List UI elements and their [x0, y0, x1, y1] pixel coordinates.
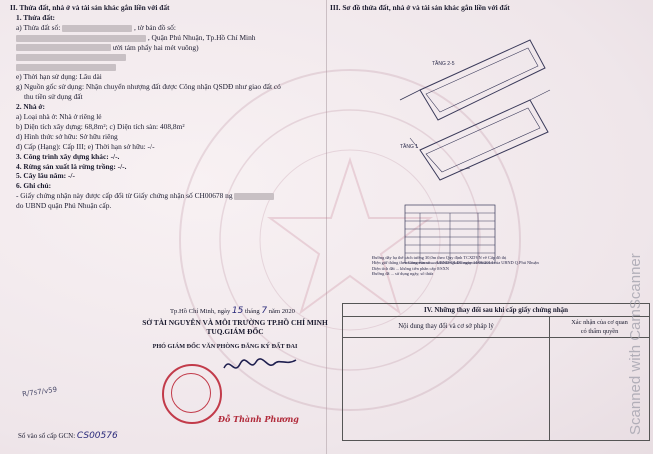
signature-icon [220, 350, 300, 380]
floor-label-upper: TẦNG 2-5 [432, 61, 455, 67]
plot-area-line: ười tám phẩy hai mét vuông) [10, 43, 322, 53]
certificate-page: II. Thửa đất, nhà ở và tài sản khác gắn liền với đất 1. Thửa đất: a) Thửa đất số: , tờ bản đồ số: , Quận Phú Nhuận, Tp.Hồ Chí Minh ười tám phẩy hai mét vuông) e) Thời hạn sử dụng: Lâu dài g) Nguồn gốc sử dụng: Nhận chuyển nhượng đất được Công nhận QSDĐ như giao đất có thu tiền sử dụng đất 2. Nhà ở: a) Loại nhà ở: Nhà ở riêng lẻ b) Diện tích xây dựng: 68,8m²; c) Diện tích sàn: 408,8m² d) Hình thức sở hữu: Sở hữu riêng đ) Cấp (Hạng): Cấp III; e) Thời hạn sở hữu: -/- 3. Công trình xây dựng khác: -/-. 4. Rừng sản xuất là rừng trồng: -/-. 5. Cây lâu năm: -/- 6. Ghi chú: - Giấy chứng nhận này được cấp đổi từ Giấy chứng nhận số CH00678 ng do UBND quận Phú Nhuận cấp. Tp.Hồ Chí Minh, ngày 15 tháng 7 năm 2020 SỞ TÀI NGUYÊN VÀ MÔI TRƯỜNG TP.HỒ CHÍ MINH TUQ.GIÁM ĐỐC PHÓ GIÁM ĐỐC VĂN PHÒNG ĐĂNG KÝ ĐẤT ĐAI Đỗ Thành Phương R/7s7/v59 Số vào sổ cấp GCN: CS00576 III. Sơ đồ thửa đất, nhà ở và tài sản khác gắn liền với đất TẦNG 2-5 TẦNG 1 Đường dây hạ thế cách tường 30,0m theo Quy định TCXDVN về Cấp đô thị Hiện giữ thẳng theo Công văn số ... /UBND-QLĐT ngày 14/06/2014 của UBND Q.Phú Nhuận Diện tích đất ... không tiên phân cấp 0/SXN Đường đã ... sử dụng ngày, số thửa IV. Những thay đổi sau khi cấp giấy chứng nhận Nội dung thay đổi và cơ sở pháp lý Xác nhận của cơ quan có thẩm quyền Scanned with CamScanner [0, 0, 653, 454]
house-title: 2. Nhà ở: [16, 102, 45, 112]
house-area-line: b) Diện tích xây dựng: 68,8m²; c) Diện tích sàn: 408,8m² [16, 121, 185, 131]
house-grade-line: đ) Cấp (Hạng): Cấp III; e) Thời hạn sở hữu: -/- [16, 141, 155, 151]
redacted-value [16, 54, 126, 61]
changes-header [343, 317, 649, 338]
note-line-2: do UBND quận Phú Nhuận cấp. [16, 201, 112, 211]
legend-line: Hiện giữ thẳng theo Công văn số ... /UBND-QLĐT ngày 14/06/2014 của UBND Q.Phú Nhuận [372, 260, 539, 266]
perennial-trees: 5. Cây lâu năm: -/- [16, 171, 75, 181]
handwritten-note: R/7s7/v59 [21, 385, 58, 399]
camscanner-watermark [616, 230, 652, 440]
ownership-form: d) Hình thức sở hữu: Sở hữu riêng [16, 131, 118, 141]
section3-title: III. Sơ đồ thửa đất, nhà ở và tài sản khác gắn liền với đất [330, 3, 510, 12]
legend-line: Diện tích đất ... không tiên phân cấp 0/SXN [372, 265, 449, 271]
usage-term: e) Thời hạn sử dụng: Lâu dài [16, 72, 102, 82]
changes-col-confirm: Xác nhận của cơ quan có thẩm quyền [571, 319, 628, 335]
legend-line: Đường đã ... sử dụng ngày, số thửa [372, 271, 434, 277]
redacted-line [10, 53, 322, 63]
changes-table [342, 303, 650, 441]
plot-title: 1. Thửa đất: [16, 12, 56, 22]
changes-title: IV. Những thay đổi sau khi cấp giấy chứng nhận [343, 304, 649, 317]
redacted-value [16, 35, 146, 42]
deputy-title: PHÓ GIÁM ĐỐC VĂN PHÒNG ĐĂNG KÝ ĐẤT ĐAI [152, 343, 298, 350]
usage-origin: g) Nguồn gốc sử dụng: Nhận chuyển nhượng đất được Công nhận QSDĐ như giao đất có [16, 82, 281, 92]
floor-label-ground: TẦNG 1 [400, 144, 419, 150]
note-line: - Giấy chứng nhận này được cấp đổi từ Giấy chứng nhận số CH00678 ng [10, 191, 322, 201]
legend-line: Đường dây hạ thế cách tường 30,0m theo Quy định TCXDVN về Cấp đô thị [372, 255, 507, 260]
site-plan-diagram [360, 20, 560, 280]
plot-address-line: , Quận Phú Nhuận, Tp.Hồ Chí Minh [10, 33, 322, 43]
signer-name: Đỗ Thành Phương [218, 414, 299, 424]
notes-title: 6. Ghi chú: [16, 181, 52, 191]
usage-origin-cont: thu tiền sử dụng đất [24, 92, 83, 102]
redacted-value [62, 25, 132, 32]
plot-number-line: a) Thửa đất số: , tờ bản đồ số: [16, 22, 176, 32]
issuing-department: SỞ TÀI NGUYÊN VÀ MÔI TRƯỜNG TP.HỒ CHÍ MINH TUQ.GIÁM ĐỐC [142, 318, 328, 336]
serial-number-line: Số vào sổ cấp GCN: CS00576 [18, 431, 118, 441]
redacted-line [10, 62, 322, 72]
changes-col-content: Nội dung thay đổi và cơ sở pháp lý [343, 317, 550, 337]
planted-forest: 4. Rừng sản xuất là rừng trồng: -/-. [16, 161, 127, 171]
land-info-section [10, 3, 322, 211]
redacted-value [234, 193, 274, 200]
other-structures: 3. Công trình xây dựng khác: -/-. [16, 151, 120, 161]
house-type: a) Loại nhà ở: Nhà ở riêng lẻ [16, 111, 102, 121]
watermark-text: Scanned with CamScanner [627, 253, 644, 435]
section2-title: II. Thửa đất, nhà ở và tài sản khác gắn liền với đất [10, 3, 170, 12]
official-stamp-icon [162, 364, 222, 424]
fold-line [326, 0, 327, 454]
redacted-value [16, 64, 116, 71]
plan-legend [372, 255, 542, 277]
column-divider [549, 337, 550, 440]
redacted-value [16, 44, 111, 51]
